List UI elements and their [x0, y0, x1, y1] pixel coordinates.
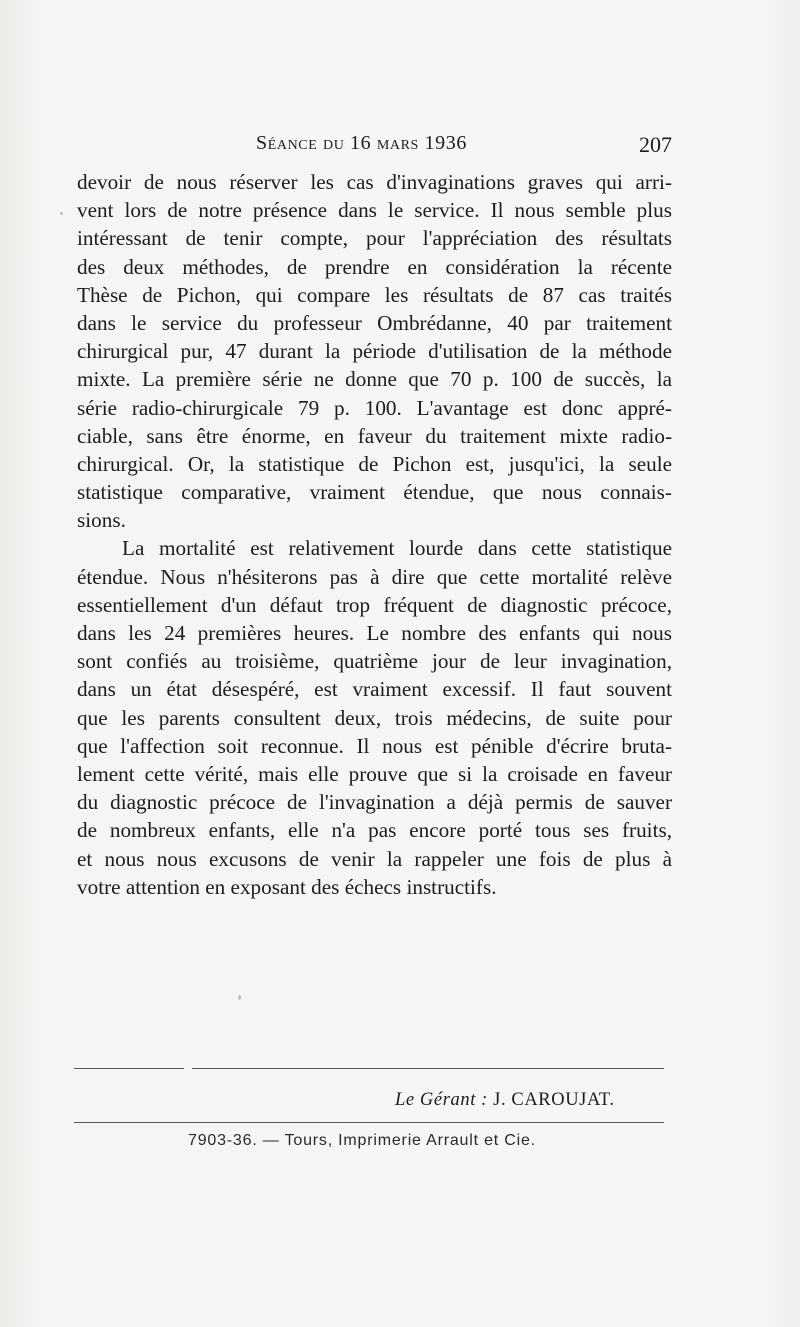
- text-line: chirurgical pur, 47 durant la période d'utilisation de la méthode: [77, 339, 672, 364]
- text-line: statistique comparative, vraiment étendue, que nous connais-: [77, 480, 672, 505]
- text-line: que l'affection soit reconnue. Il nous est pénible d'écrire bruta-: [77, 733, 672, 758]
- paper-speck: [238, 995, 241, 1000]
- signature-name: J. CAROUJAT.: [493, 1090, 615, 1110]
- signature: [395, 1090, 635, 1111]
- running-header: [78, 132, 672, 162]
- footer-rule-bottom: [74, 1122, 664, 1123]
- text-line: et nous nous excusons de venir la rappeler une fois de plus à: [77, 846, 672, 871]
- text-line: sions.: [77, 508, 126, 533]
- text-line: série radio-chirurgicale 79 p. 100. L'avantage est donc appré-: [77, 395, 672, 420]
- text-line: ciable, sans être énorme, en faveur du traitement mixte radio-: [77, 423, 672, 448]
- page-number: 207: [639, 132, 672, 157]
- text-line: intéressant de tenir compte, pour l'appréciation des résultats: [77, 226, 672, 251]
- text-line: de nombreux enfants, elle n'a pas encore porté tous ses fruits,: [77, 818, 672, 843]
- text-line: dans le service du professeur Ombrédanne, 40 par traitement: [77, 310, 672, 335]
- paper-speck: [60, 212, 63, 215]
- text-line: que les parents consultent deux, trois médecins, de suite pour: [77, 705, 672, 730]
- paragraph-2: [77, 534, 672, 900]
- text-line: des deux méthodes, de prendre en considération la récente: [77, 254, 672, 279]
- body-text: [77, 168, 672, 901]
- text-line: dans les 24 premières heures. Le nombre des enfants qui nous: [77, 621, 672, 645]
- text-line: devoir de nous réserver les cas d'invaginations graves qui arri-: [77, 170, 672, 194]
- text-line: du diagnostic précoce de l'invagination a déjà permis de sauver: [77, 790, 672, 815]
- text-line: Thèse de Pichon, qui compare les résultats de 87 cas traités: [77, 282, 672, 307]
- footer-rule-top: [74, 1068, 664, 1069]
- text-line: sont confiés au troisième, quatrième jour de leur invagination,: [77, 649, 672, 674]
- running-title-day: 16: [350, 132, 372, 154]
- text-line: chirurgical. Or, la statistique de Pichon est, jusqu'ici, la seule: [77, 451, 672, 476]
- running-title-year: 1936: [424, 132, 467, 154]
- text-line: dans un état désespéré, est vraiment excessif. Il faut souvent: [77, 677, 672, 702]
- signature-role: Le Gérant :: [395, 1090, 488, 1110]
- printer-imprint: 7903-36. — Tours, Imprimerie Arrault et Cie.: [188, 1132, 536, 1149]
- text-line: étendue. Nous n'hésiterons pas à dire que cette mortalité relève: [77, 564, 672, 589]
- running-title-month: mars: [376, 132, 419, 154]
- running-title-prefix: Séance du: [256, 132, 345, 154]
- text-line: votre attention en exposant des échecs instructifs.: [77, 874, 497, 899]
- text-line: La mortalité est relativement lourde dans cette statistique: [122, 536, 672, 561]
- text-line: mixte. La première série ne donne que 70 p. 100 de succès, la: [77, 367, 672, 392]
- text-line: essentiellement d'un défaut trop fréquent de diagnostic précoce,: [77, 592, 672, 617]
- text-line: lement cette vérité, mais elle prouve que si la croisade en faveur: [77, 761, 672, 786]
- paragraph-1: [77, 168, 672, 534]
- text-line: vent lors de notre présence dans le service. Il nous semble plus: [77, 198, 672, 223]
- rule-gap: [184, 1067, 192, 1071]
- running-title: [256, 132, 467, 155]
